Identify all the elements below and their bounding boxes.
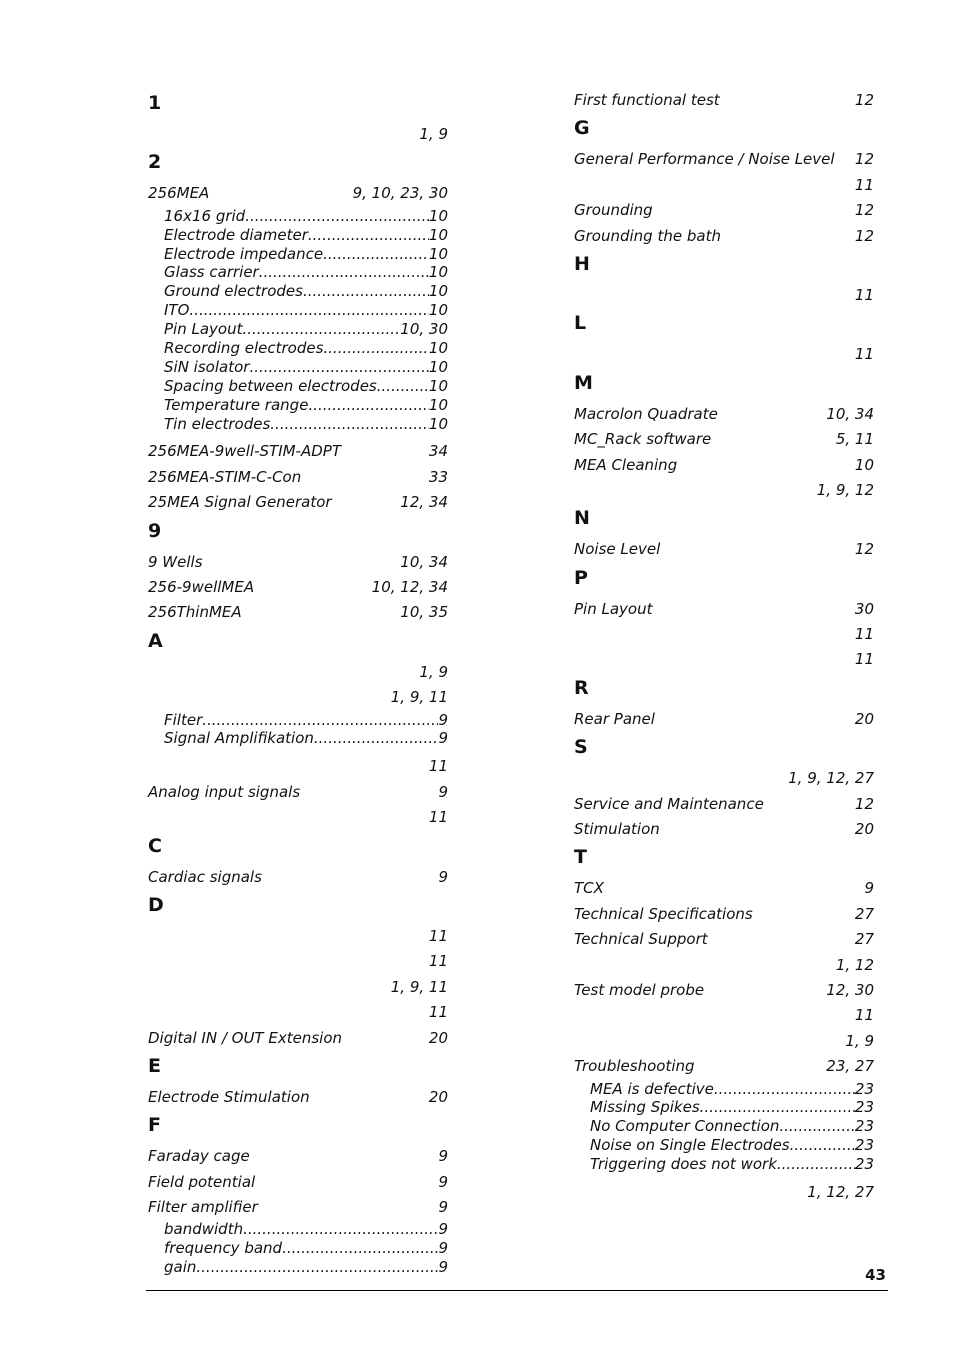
index-term: Test model probe [574,980,705,999]
index-subentry [574,1080,874,1099]
index-pages: 1, 9 [419,662,448,681]
index-column-right [574,88,874,1205]
index-entry [148,1026,448,1051]
index-pages: 9 [438,1198,448,1217]
index-entry [574,224,874,249]
footer-rule [146,1290,888,1291]
index-entry [574,88,874,113]
index-subterm: frequency band [164,1239,283,1258]
index-pages: 1, 12, 27 [807,1183,874,1201]
index-term: Service and Maintenance [574,794,764,813]
index-subterm: Missing Spikes [590,1098,700,1117]
index-subterm: 16x16 grid [164,206,246,225]
index-entry [574,622,874,647]
index-pages: 23 [854,1136,874,1155]
index-entry [148,754,448,779]
index-pages: 11 [854,175,874,194]
index-pages: 23 [854,1079,874,1098]
index-pages: 9 [438,1220,448,1239]
index-subterm: MEA is defective [590,1079,714,1098]
dot-leader [202,711,438,730]
index-entry [574,1054,874,1079]
index-pages: 27 [854,904,874,923]
index-letter-heading: T [574,846,587,869]
index-entry [148,1000,448,1025]
dot-leader [249,358,428,377]
index-letter-heading: A [148,629,163,652]
page-number: 43 [865,1266,886,1284]
index-pages: 12, 30 [826,980,874,999]
dot-leader [779,1117,855,1136]
index-term: TCX [574,879,604,898]
index-pages: 23, 27 [826,1057,874,1076]
index-pages: 23 [854,1098,874,1117]
index-entry [148,1144,448,1169]
index-pages: 10, 34 [826,404,874,423]
index-subterm: Temperature range [164,395,309,414]
index-pages: 10 [428,376,448,395]
index-pages: 12 [854,150,874,169]
index-letter-heading: F [148,1114,161,1137]
index-entry [148,550,448,575]
index-pages: 1, 9 [845,1031,874,1050]
index-term: MC_Rack software [574,430,712,449]
index-pages: 11 [854,345,874,364]
index-term: Rear Panel [574,709,655,728]
index-entry [574,402,874,427]
index-entry [148,924,448,949]
dot-leader [308,226,429,245]
index-pages: 5, 11 [835,430,874,449]
index-subterm: No Computer Connection [590,1117,780,1136]
index-subentry [148,1258,448,1277]
index-subentry [148,358,448,377]
index-term: Analog input signals [148,782,301,801]
index-pages: 23 [854,1117,874,1136]
dot-leader [196,1258,438,1277]
index-subentry [148,415,448,434]
index-pages: 11 [854,285,874,304]
index-entry [148,1170,448,1195]
index-pages: 10 [428,206,448,225]
index-entry [148,439,448,464]
index-pages: 20 [854,820,874,839]
index-entry [574,707,874,732]
index-subterm: Triggering does not work [590,1155,777,1174]
index-subterm: SiN isolator [164,357,250,376]
index-term: Pin Layout [574,599,653,618]
index-pages: 10 [428,282,448,301]
index-entry [574,283,874,308]
index-letter-heading: R [574,676,589,699]
index-subterm: gain [164,1258,197,1277]
index-entry [148,685,448,710]
index-subentry [148,207,448,226]
index-term: 256MEA-STIM-C-Con [148,467,302,486]
index-subterm: ITO [164,301,190,320]
dot-leader [259,263,429,282]
index-pages: 9, 10, 23, 30 [352,184,448,203]
index-pages: 20 [428,1087,448,1106]
index-subterm: Filter [164,710,203,729]
dot-leader [242,320,400,339]
index-pages: 10 [428,244,448,263]
index-pages: 27 [854,930,874,949]
index-letter-heading: P [574,566,588,589]
dot-leader [323,245,429,264]
index-entry [574,198,874,223]
index-term: Field potential [148,1172,256,1191]
index-entry [574,1029,874,1054]
index-subterm: Electrode diameter [164,225,308,244]
index-entry [574,902,874,927]
index-subentry [148,729,448,748]
index-pages: 10 [428,357,448,376]
index-subentry [148,396,448,415]
index-term: Macrolon Quadrate [574,404,718,423]
index-term: 256MEA [148,184,210,203]
index-subentry [148,301,448,320]
index-term: Technical Support [574,930,708,949]
index-term: First functional test [574,91,720,109]
index-subentry [148,245,448,264]
dot-leader [377,377,429,396]
index-entry [574,427,874,452]
index-subterm: Ground electrodes [164,282,303,301]
index-pages: 9 [438,782,448,801]
index-subterm: Spacing between electrodes [164,376,377,395]
index-subterm: Electrode impedance [164,244,324,263]
index-letter-heading: H [574,252,590,275]
index-entry [148,600,448,625]
index-term: General Performance / Noise Level [574,150,835,169]
index-term: Electrode Stimulation [148,1087,310,1106]
index-subentry [148,263,448,282]
dot-leader [700,1098,855,1117]
index-entry [148,465,448,490]
index-term: Grounding [574,201,653,220]
index-entry [574,953,874,978]
index-subentry [148,226,448,245]
index-subterm: Noise on Single Electrodes [590,1136,790,1155]
index-pages: 1, 9, 12 [816,480,874,499]
index-letter-heading: N [574,507,590,530]
index-entry [574,647,874,672]
dot-leader [777,1155,855,1174]
index-letter-heading: 9 [148,519,162,542]
index-term: Stimulation [574,820,660,839]
index-letter-heading: G [574,117,590,140]
index-pages: 9 [438,1239,448,1258]
index-subentry [574,1117,874,1136]
index-term: Troubleshooting [574,1057,695,1076]
index-pages: 10, 30 [400,320,448,339]
index-pages: 23 [854,1155,874,1174]
index-letter-heading: L [574,312,587,335]
index-pages: 12 [854,91,874,109]
index-column-left [148,88,448,1277]
index-entry [148,122,448,147]
index-pages: 1, 12 [835,955,874,974]
index-entry [148,660,448,685]
index-pages: 11 [854,625,874,644]
index-term: Cardiac signals [148,867,262,886]
index-pages: 9 [864,879,874,898]
dot-leader [243,1220,438,1239]
index-term: Grounding the bath [574,226,721,245]
index-pages: 9 [438,1147,448,1166]
index-pages: 33 [428,467,448,486]
index-pages: 1, 9, 11 [390,688,448,707]
index-entry [574,147,874,172]
dot-leader [314,729,439,748]
index-subentry [574,1136,874,1155]
index-subterm: bandwidth [164,1220,244,1239]
index-entry [148,975,448,1000]
index-entry [574,597,874,622]
index-subterm: Recording electrodes [164,339,324,358]
dot-leader [308,396,428,415]
index-entry [148,805,448,830]
index-pages: 11 [428,808,448,827]
dot-leader [790,1136,855,1155]
index-term: Technical Specifications [574,904,753,923]
index-subentry [148,339,448,358]
index-pages: 11 [428,757,448,776]
index-subentry [148,1220,448,1239]
index-pages: 10 [428,395,448,414]
index-pages: 20 [428,1028,448,1047]
index-entry [148,1085,448,1110]
index-entry [574,478,874,503]
index-letter-heading: E [148,1054,161,1077]
index-entry [574,978,874,1003]
index-entry [148,575,448,600]
index-pages: 10 [428,339,448,358]
index-letter-heading: 2 [148,151,162,174]
index-pages: 9 [438,729,448,748]
index-pages: 11 [854,1006,874,1025]
index-pages: 1, 9, 11 [390,977,448,996]
index-subentry [574,1155,874,1174]
dot-leader [245,207,429,226]
index-letter-heading: D [148,893,164,916]
index-pages: 9 [438,1258,448,1277]
index-letter-heading: 1 [148,92,162,114]
index-subterm: Pin Layout [164,320,243,339]
index-subentry [148,1239,448,1258]
index-pages: 10, 35 [400,603,448,622]
index-pages: 12 [854,540,874,559]
index-entry [148,181,448,206]
index-pages: 11 [428,926,448,945]
index-pages: 1, 9, 12, 27 [788,769,874,788]
index-entry [148,1195,448,1220]
index-term: 25MEA Signal Generator [148,493,332,512]
index-pages: 12 [854,794,874,813]
index-subterm: Signal Amplifikation [164,729,314,748]
dot-leader [323,339,429,358]
index-entry [148,490,448,515]
index-entry [574,342,874,367]
index-subterm: Glass carrier [164,263,259,282]
index-subterm: Tin electrodes [164,414,271,433]
dot-leader [189,301,429,320]
index-letter-heading: M [574,371,593,394]
index-pages: 10, 34 [400,552,448,571]
index-pages: 9 [438,867,448,886]
index-term: MEA Cleaning [574,455,678,474]
index-term: Noise Level [574,540,661,559]
index-pages: 1, 9 [419,125,448,143]
index-letter-heading: C [148,834,162,857]
index-pages: 10, 12, 34 [371,578,448,597]
index-pages: 34 [428,442,448,461]
index-pages: 11 [428,1003,448,1022]
index-entry [574,453,874,478]
index-pages: 12, 34 [400,493,448,512]
index-pages: 9 [438,710,448,729]
index-subentry [574,1098,874,1117]
index-pages: 11 [854,650,874,669]
index-entry [574,537,874,562]
index-pages: 10 [428,414,448,433]
index-pages: 10 [428,263,448,282]
index-subentry [148,320,448,339]
index-letter-heading: S [574,736,588,759]
index-entry [574,792,874,817]
index-subentry [148,282,448,301]
index-entry [574,1003,874,1028]
index-term: Digital IN / OUT Extension [148,1028,343,1047]
index-entry [574,766,874,791]
index-pages: 12 [854,201,874,220]
index-pages: 30 [854,599,874,618]
dot-leader [282,1239,438,1258]
index-pages: 9 [438,1172,448,1191]
index-entry [574,927,874,952]
index-term: 256MEA-9well-STIM-ADPT [148,442,341,461]
index-entry [148,949,448,974]
index-term: 9 Wells [148,552,203,571]
index-entry [148,780,448,805]
dot-leader [270,415,429,434]
index-entry [574,876,874,901]
index-entry [574,173,874,198]
index-subentry [148,377,448,396]
index-pages: 10 [854,455,874,474]
index-entry [148,865,448,890]
index-pages: 11 [428,952,448,971]
index-pages: 20 [854,709,874,728]
index-pages: 12 [854,226,874,245]
index-pages: 10 [428,301,448,320]
index-term: 256-9wellMEA [148,578,255,597]
index-entry [574,1180,874,1205]
index-entry [574,817,874,842]
dot-leader [714,1080,855,1099]
dot-leader [303,282,429,301]
index-term: Filter amplifier [148,1198,258,1217]
index-pages: 10 [428,225,448,244]
index-subentry [148,711,448,730]
index-term: 256ThinMEA [148,603,242,622]
index-term: Faraday cage [148,1147,250,1166]
